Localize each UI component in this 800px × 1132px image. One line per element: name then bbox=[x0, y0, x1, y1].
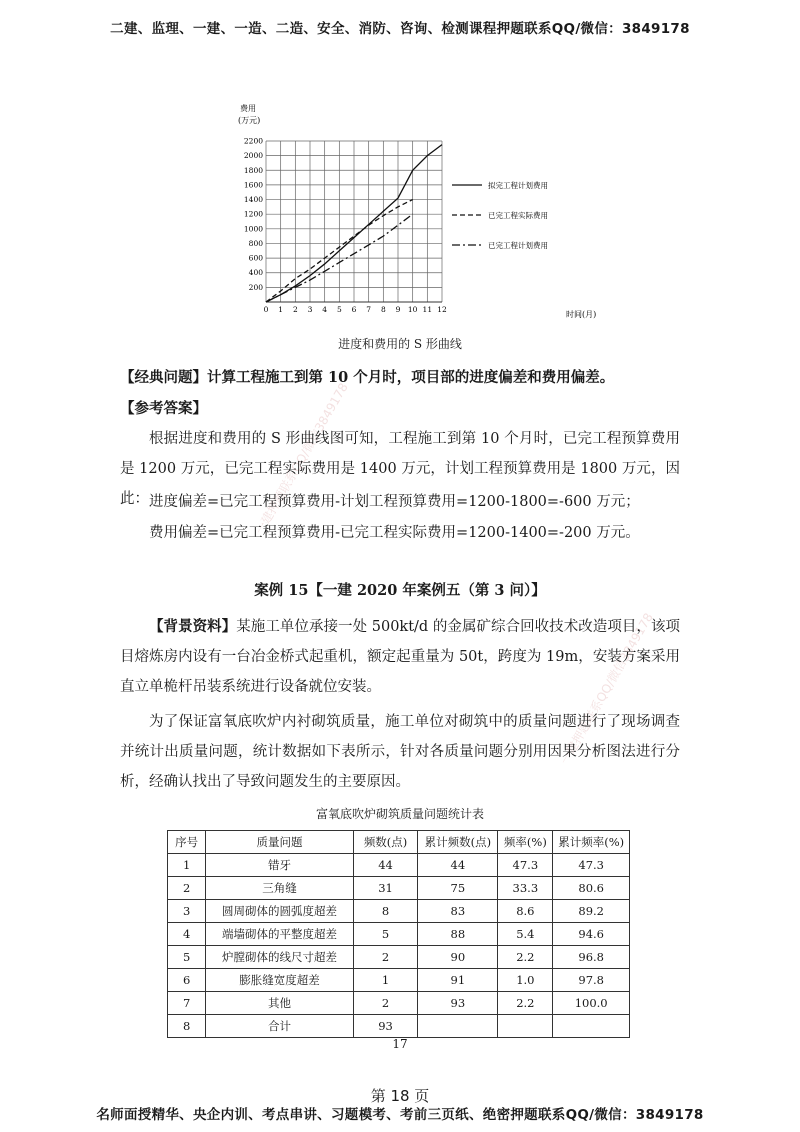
table-cell: 三角缝 bbox=[206, 877, 354, 900]
table-cell: 炉膛砌体的线尺寸超差 bbox=[206, 946, 354, 969]
y-axis-label: 费用 bbox=[240, 104, 256, 113]
bottom-banner: 名师面授精华、央企内训、考点串讲、习题模考、考前三页纸、绝密押题联系QQ/微信：3849178 bbox=[96, 1107, 704, 1123]
answer-label: 【参考答案】 bbox=[120, 400, 207, 417]
y-tick-label: 2200 bbox=[243, 136, 263, 146]
x-tick-label: 1 bbox=[278, 305, 284, 314]
table-cell: 90 bbox=[418, 946, 498, 969]
col-header: 频率(%) bbox=[498, 831, 553, 854]
table-cell: 91 bbox=[418, 969, 498, 992]
table-cell: 2.2 bbox=[498, 946, 553, 969]
y-tick-label: 1800 bbox=[243, 165, 263, 175]
x-tick-label: 5 bbox=[336, 305, 342, 314]
table-caption: 富氧底吹炉砌筑质量问题统计表 bbox=[315, 807, 484, 821]
table-row bbox=[168, 854, 630, 877]
x-tick-label: 9 bbox=[395, 305, 401, 314]
table-row bbox=[168, 877, 630, 900]
question-text: 计算工程施工到第 10 个月时，项目部的进度偏差和费用偏差。 bbox=[207, 369, 615, 386]
table-header-row bbox=[168, 831, 630, 854]
table-cell: 80.6 bbox=[553, 877, 630, 900]
y-tick-label: 200 bbox=[248, 282, 263, 292]
table-row bbox=[168, 1015, 630, 1038]
top-banner: 二建、监理、一建、一造、二造、安全、消防、咨询、检测课程押题联系QQ/微信：3849178 bbox=[110, 21, 690, 37]
table-cell bbox=[553, 1015, 630, 1038]
table-cell: 44 bbox=[353, 854, 418, 877]
x-tick-label: 3 bbox=[307, 305, 313, 314]
table-cell: 4 bbox=[168, 923, 206, 946]
table-cell: 3 bbox=[168, 900, 206, 923]
table-row bbox=[168, 900, 630, 923]
table-cell: 2 bbox=[353, 992, 418, 1015]
x-tick-label: 7 bbox=[366, 305, 372, 314]
table-cell: 97.8 bbox=[553, 969, 630, 992]
table-cell: 47.3 bbox=[553, 854, 630, 877]
table-row bbox=[168, 923, 630, 946]
y-tick-label: 2000 bbox=[243, 151, 263, 161]
x-tick-label: 4 bbox=[322, 305, 328, 314]
table-cell: 33.3 bbox=[498, 877, 553, 900]
table-cell: 1 bbox=[353, 969, 418, 992]
table-cell: 8.6 bbox=[498, 900, 553, 923]
y-tick-label: 1000 bbox=[243, 224, 263, 234]
schedule-variance: 进度偏差=已完工程预算费用-计划工程预算费用=1200-1800=-600 万元； bbox=[149, 494, 640, 510]
y-axis-unit: (万元) bbox=[238, 116, 261, 125]
x-tick-label: 2 bbox=[292, 305, 298, 314]
cost-variance: 费用偏差=已完工程预算费用-已完工程实际费用=1200-1400=-200 万元。 bbox=[149, 525, 640, 541]
table-cell: 8 bbox=[353, 900, 418, 923]
quality-stats-table bbox=[167, 830, 630, 1038]
table-cell: 100.0 bbox=[553, 992, 630, 1015]
x-tick-label: 11 bbox=[422, 305, 433, 314]
table-row bbox=[168, 946, 630, 969]
table-cell: 88 bbox=[418, 923, 498, 946]
watermark: 一建押题联系QQ/微信3849178 bbox=[557, 610, 656, 767]
x-tick-label: 10 bbox=[407, 305, 418, 314]
table-cell bbox=[498, 1015, 553, 1038]
table-cell: 端墙砌体的平整度超差 bbox=[206, 923, 354, 946]
table-cell: 5.4 bbox=[498, 923, 553, 946]
table-cell: 44 bbox=[418, 854, 498, 877]
legend-label: 已完工程实际费用 bbox=[488, 211, 548, 220]
col-header: 频数(点) bbox=[353, 831, 418, 854]
table-cell: 其他 bbox=[206, 992, 354, 1015]
y-tick-label: 1400 bbox=[243, 195, 263, 205]
x-tick-label: 8 bbox=[380, 305, 386, 314]
x-tick-label: 6 bbox=[351, 305, 357, 314]
y-tick-label: 400 bbox=[248, 268, 263, 278]
table-cell: 2 bbox=[168, 877, 206, 900]
table-cell bbox=[418, 1015, 498, 1038]
table-cell: 圆周砌体的圆弧度超差 bbox=[206, 900, 354, 923]
table-cell: 89.2 bbox=[553, 900, 630, 923]
table-cell: 膨胀缝宽度超差 bbox=[206, 969, 354, 992]
question bbox=[120, 363, 680, 393]
table-row bbox=[168, 969, 630, 992]
col-header: 累计频数(点) bbox=[418, 831, 498, 854]
table-cell: 错牙 bbox=[206, 854, 354, 877]
s-curve-chart bbox=[230, 95, 610, 330]
table-cell: 93 bbox=[418, 992, 498, 1015]
case-paragraph: 为了保证富氧底吹炉内衬砌筑质量，施工单位对砌筑中的质量问题进行了现场调查并统计出质量问题，统计数据如下表所示，针对各质量问题分别用因果分析图法进行分析，经确认找出了导致问题发生的主要原因。 bbox=[120, 714, 680, 790]
table-cell: 47.3 bbox=[498, 854, 553, 877]
table-row bbox=[168, 992, 630, 1015]
y-tick-label: 800 bbox=[248, 238, 263, 248]
col-header: 质量问题 bbox=[206, 831, 354, 854]
table-cell: 5 bbox=[353, 923, 418, 946]
table-cell: 93 bbox=[353, 1015, 418, 1038]
table-cell: 6 bbox=[168, 969, 206, 992]
y-tick-label: 600 bbox=[248, 253, 263, 263]
table-cell: 7 bbox=[168, 992, 206, 1015]
table-cell: 2.2 bbox=[498, 992, 553, 1015]
table-cell: 94.6 bbox=[553, 923, 630, 946]
table-cell: 合计 bbox=[206, 1015, 354, 1038]
legend-label: 拟完工程计划费用 bbox=[488, 181, 548, 190]
x-axis-label: 时间(月) bbox=[566, 310, 597, 319]
answer-paragraph: 根据进度和费用的 S 形曲线图可知，工程施工到第 10 个月时，已完工程预算费用是 1200 万元，已完工程实际费用是 1400 万元，计划工程预算费用是 1800 万元，因此： bbox=[120, 431, 680, 507]
table-cell: 1 bbox=[168, 854, 206, 877]
table-cell: 1.0 bbox=[498, 969, 553, 992]
y-tick-label: 1200 bbox=[243, 209, 263, 219]
table-cell: 83 bbox=[418, 900, 498, 923]
chart-caption: 进度和费用的 S 形曲线 bbox=[338, 337, 462, 351]
x-tick-label: 0 bbox=[263, 305, 269, 314]
table-cell: 5 bbox=[168, 946, 206, 969]
col-header: 序号 bbox=[168, 831, 206, 854]
page-label: 第 18 页 bbox=[370, 1087, 430, 1105]
background-label: 【背景资料】 bbox=[149, 618, 237, 635]
table-cell: 75 bbox=[418, 877, 498, 900]
watermark: 一建押题联系QQ/微信3849178 bbox=[252, 380, 351, 537]
background-text: 某施工单位承接一处 500kt/d 的金属矿综合回收技术改造项目，该项目熔炼房内设有一台冶金桥式起重机，额定起重量为 50t，跨度为 19m，安装方案采用直立单桅杆吊装系统进行设备就位安装。 bbox=[120, 619, 680, 695]
background bbox=[120, 612, 680, 702]
legend-label: 已完工程计划费用 bbox=[488, 241, 548, 250]
x-tick-label: 12 bbox=[437, 305, 447, 314]
table-cell: 8 bbox=[168, 1015, 206, 1038]
table-cell: 31 bbox=[353, 877, 418, 900]
page-number: 17 bbox=[392, 1037, 408, 1051]
question-label: 【经典问题】 bbox=[120, 369, 207, 386]
col-header: 累计频率(%) bbox=[553, 831, 630, 854]
case-title: 案例 15【一建 2020 年案例五（第 3 问）】 bbox=[254, 582, 546, 599]
table-cell: 2 bbox=[353, 946, 418, 969]
y-tick-label: 1600 bbox=[243, 180, 263, 190]
table-cell: 96.8 bbox=[553, 946, 630, 969]
